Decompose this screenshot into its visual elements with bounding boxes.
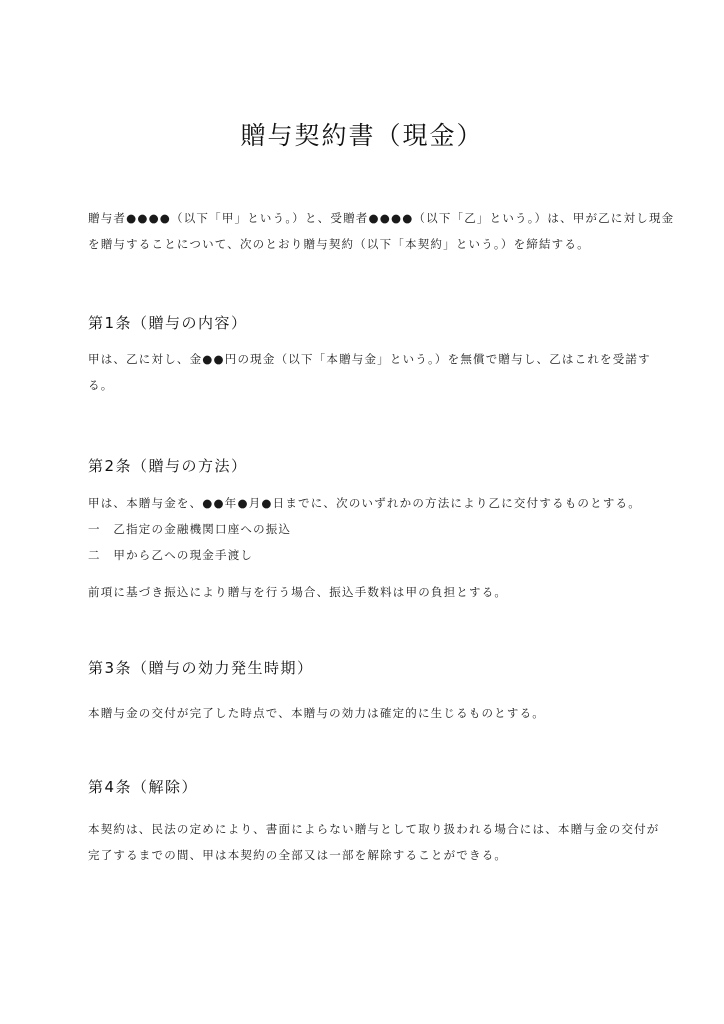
body-line: 完了するまでの間、甲は本契約の全部又は一部を解除することができる。 [88, 848, 508, 862]
article-4-body [88, 816, 660, 868]
body-line: 甲は、本贈与金を、●●年●月●日までに、次のいずれかの方法により乙に交付するものとする。 [88, 496, 641, 510]
article-2-paragraph-2 [88, 579, 648, 605]
list-item: 一 乙指定の金融機関口座への振込 [88, 522, 292, 536]
body-line: る。 [88, 378, 114, 392]
body-line: 本契約は、民法の定めにより、書面によらない贈与として取り扱われる場合には、本贈与金の交付が [88, 822, 660, 836]
article-2-heading: 第2条（贈与の方法） [88, 457, 248, 475]
list-item: 二 甲から乙への現金手渡し [88, 548, 254, 562]
article-4-heading: 第4条（解除） [88, 778, 199, 796]
article-3-heading: 第3条（贈与の効力発生時期） [88, 659, 314, 677]
preamble [88, 205, 675, 257]
body-line: 本贈与金の交付が完了した時点で、本贈与の効力は確定的に生じるものとする。 [88, 706, 545, 720]
article-2-body [88, 490, 648, 568]
article-3-body [88, 700, 648, 726]
body-line: 前項に基づき振込により贈与を行う場合、振込手数料は甲の負担とする。 [88, 585, 508, 599]
preamble-line: 贈与者●●●●（以下「甲」という。）と、受贈者●●●●（以下「乙」という。）は、甲が乙に対し現金 [88, 211, 675, 225]
preamble-line: を贈与することについて、次のとおり贈与契約（以下「本契約」という。）を締結する。 [88, 237, 590, 251]
article-1-heading: 第1条（贈与の内容） [88, 314, 248, 332]
article-1-body [88, 346, 651, 398]
body-line: 甲は、乙に対し、金●●円の現金（以下「本贈与金」という。）を無償で贈与し、乙はこれを受諾す [88, 352, 651, 366]
document-title: 贈与契約書（現金） [240, 121, 484, 150]
